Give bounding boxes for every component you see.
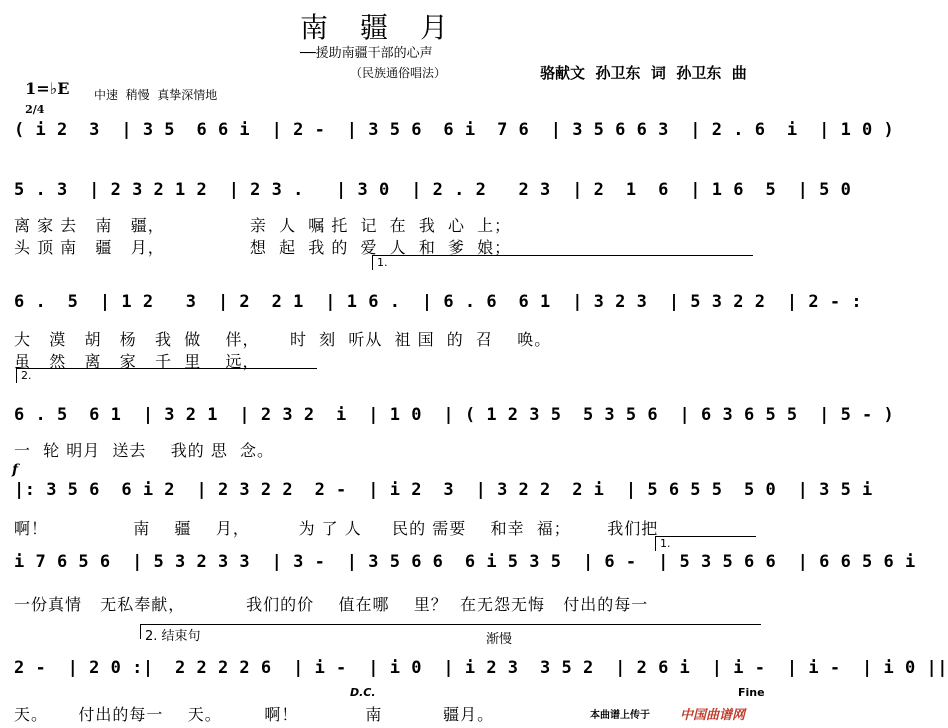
lyric-row-3-verse-1: 大 漠 胡 杨 我 做 伴， 时 刻 听从 祖 国 的 召 唤。: [14, 330, 552, 349]
upload-source-note: 本曲谱上传于: [590, 710, 650, 721]
notation-row-5: |: 3 5 6 6 i 2 | 2 3 2 2 2 - | i 2 3 | 3 2 2 2 i | 5 6 5 5 5 0 | 3 5 i: [14, 480, 873, 500]
notation-row-3: 6 . 5 | 1 2 3 | 2 2 1 | 1 6 . | 6 . 6 6 1 | 3 2 3 | 5 3 2 2 | 2 - :: [14, 292, 863, 312]
time-signature: 2/4: [25, 103, 45, 116]
dynamic-forte: f: [12, 462, 19, 478]
volta-first-ending-chorus: [655, 536, 756, 551]
page-title: 南疆月: [299, 11, 480, 44]
tempo-marking: 中速 稍慢 真挚深情地: [94, 88, 218, 102]
volta-first-chorus-label: 1.: [660, 537, 671, 550]
notation-row-4: 6 . 5 6 1 | 3 2 1 | 2 3 2 i | 1 0 | ( 1 2 3 5 5 3 5 6 | 6 3 6 5 5 | 5 - ): [14, 405, 895, 425]
notation-row-1: ( i 2 3 | 3 5 6 6 i | 2 - | 3 5 6 6 i 7 6 | 3 5 6 6 3 | 2 . 6 i | 1 0 ): [14, 120, 895, 140]
key-label: 1=♭E: [25, 79, 70, 98]
notation-row-7: 2 - | 2 0 :| 2 2 2 2 6 | i - | i 0 | i 2 3 3 5 2 | 2 6 i | i - | i - | i 0 ||: [14, 658, 948, 678]
notation-row-2: 5 . 3 | 2 3 2 1 2 | 2 3 . | 3 0 | 2 . 2 2 3 | 2 1 6 | 1 6 5 | 5 0: [14, 180, 852, 200]
volta-first-ending: [372, 255, 753, 270]
volta-second-ending: [16, 368, 317, 383]
authors-credit: 骆献文 孙卫东 词 孙卫东 曲: [540, 64, 747, 82]
site-logo: 中国曲谱网: [680, 708, 746, 723]
lyric-row-4: 一 轮 明月 送去 我的 思 念。: [14, 441, 275, 460]
key-signature: [14, 60, 69, 117]
lyric-row-7: 天。 付出的每一 天。 啊！ 南 疆月。: [14, 705, 495, 724]
ritardando-marking: 渐慢: [486, 632, 513, 647]
lyric-row-3-verse-2: 虽 然 离 家 千 里 远，: [14, 352, 260, 371]
lyric-row-2-verse-2: 头 顶 南 疆 月， 想 起 我 的 爱 人 和 爹 娘；: [14, 238, 512, 257]
volta-second-label: 2.: [21, 369, 32, 382]
fine-marking: Fine: [738, 686, 765, 699]
notation-row-6: i 7 6 5 6 | 5 3 2 3 3 | 3 - | 3 5 6 6 6 i 5 3 5 | 6 - | 5 3 5 6 6 | 6 6 5 6 i: [14, 552, 916, 572]
lyric-row-5: 啊！ 南 疆 月， 为 了 人 民的 需要 和幸 福； 我们把: [14, 519, 659, 538]
dc-marking: D.C.: [350, 686, 376, 699]
volta-first-label: 1.: [377, 256, 388, 269]
subtitle: ──援助南疆干部的心声: [300, 46, 433, 61]
lyric-row-6: 一份真情 无私奉献， 我们的价 值在哪 里？ 在无怨无悔 付出的每一: [14, 595, 649, 614]
singing-method: （民族通俗唱法）: [350, 66, 447, 80]
volta-ending-phrase-label: 2. 结束句: [145, 629, 201, 644]
lyric-row-2-verse-1: 离 家 去 南 疆， 亲 人 嘱 托 记 在 我 心 上；: [14, 216, 512, 235]
